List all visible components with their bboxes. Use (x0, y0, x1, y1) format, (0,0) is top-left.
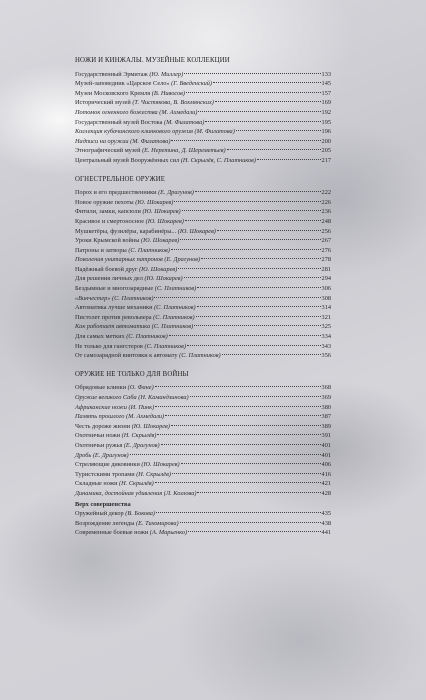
toc-entry (75, 79, 331, 89)
toc-entry (75, 431, 331, 441)
entry-page-number: 334 (321, 333, 331, 341)
toc-entry (75, 137, 331, 147)
entry-author: (М. Филатова) (130, 137, 171, 145)
entry-title-text: Дробь (75, 451, 93, 459)
entry-title (75, 284, 196, 294)
dot-leader (195, 191, 321, 192)
entry-page-number: 200 (321, 137, 331, 145)
entry-title-text: Охотничьи ножи (75, 432, 122, 440)
entry-author: (Ю. Шокарев) (177, 227, 216, 235)
entry-author: (Т. Чистякова, В. Вохмянских) (132, 99, 214, 107)
entry-page-number: 435 (321, 510, 331, 518)
toc-entry (75, 255, 331, 265)
entry-title (75, 89, 185, 99)
entry-author: (Е. Драгунов) (92, 451, 129, 459)
toc-entry (75, 227, 331, 237)
dot-leader (197, 306, 321, 307)
entry-title-text: Музей-заповедник «Царское Село» (75, 80, 172, 88)
entry-page-number: 406 (321, 461, 331, 469)
toc-entry (75, 351, 331, 361)
section-title: ОГНЕСТРЕЛЬНОЕ ОРУЖИЕ (75, 175, 166, 183)
entry-title (75, 156, 256, 166)
entry-title (75, 146, 226, 156)
toc-entry (75, 236, 331, 246)
entry-title-text: От самозарядной винтовки к автомату (75, 352, 180, 360)
toc-entry (75, 274, 331, 284)
entry-page-number: 222 (321, 189, 331, 197)
entry-author: (Н. Скрылёв, С. Платников) (180, 156, 256, 164)
entry-title (75, 303, 196, 313)
entry-page-number: 380 (321, 403, 331, 411)
entry-title-text: Охотничьи ружья (75, 441, 124, 449)
entry-page-number: 368 (321, 384, 331, 392)
entry-page-number: 205 (321, 147, 331, 155)
entry-title (75, 528, 187, 538)
toc-entry (75, 89, 331, 99)
toc-entry (75, 146, 331, 156)
entry-title-text: Красивое и смертоносное (75, 217, 146, 225)
toc-entry (75, 127, 331, 137)
entry-author: (М. Филатова) (194, 128, 235, 136)
entry-title (75, 460, 180, 470)
entry-title-text: Динамика, достойная удивления (75, 489, 164, 497)
dot-leader (157, 434, 320, 435)
entry-title-text: Оружие великого Саба (75, 394, 139, 401)
entry-author: (Ю. Миллер) (149, 70, 184, 78)
entry-author: (Е. Тихомирова) (136, 519, 179, 527)
toc-entry (75, 451, 331, 461)
entry-page-number: 217 (321, 156, 331, 164)
entry-title-text: Бездымные и многозарядные (75, 285, 155, 293)
entry-title-text: Пистолет против револьвера (75, 313, 154, 321)
dot-leader (185, 220, 321, 221)
entry-author: (С. Платников) (128, 246, 170, 254)
entry-page-number: 192 (321, 108, 331, 116)
entry-author: (Ю. Шокарев) (131, 422, 170, 430)
entry-author: (Л. Козлова) (163, 489, 197, 497)
dot-leader (205, 121, 320, 122)
toc-entry (75, 207, 331, 217)
entry-author: (Е. Неретина, Д. Шереметьев) (142, 147, 226, 155)
dot-leader (188, 531, 320, 532)
entry-author: (Ю. Шокарев) (141, 237, 180, 245)
entry-title-text: Не только для гангстеров (75, 342, 145, 350)
entry-author: (М. Филатова) (164, 118, 205, 126)
entry-title-text: Современные боевые ножи (75, 529, 150, 537)
entry-page-number: 157 (321, 89, 331, 97)
entry-title-text: Патроны и затворы (75, 246, 129, 254)
dot-leader (155, 406, 320, 407)
entry-title (75, 519, 179, 529)
dot-leader (180, 522, 321, 523)
entry-title (75, 351, 221, 361)
section-title: ОРУЖИЕ НЕ ТОЛЬКО ДЛЯ ВОЙНЫ (75, 370, 189, 378)
entry-title (75, 265, 177, 275)
entry-author: (С. Платников) (153, 313, 195, 321)
entry-title-text: Для самых метких (75, 333, 127, 341)
entry-title-text: Фитили, замки, капсюли (75, 208, 143, 216)
entry-title (75, 294, 153, 304)
entry-author: (С. Платников) (154, 304, 196, 312)
entry-author: (М. Ахмедали) (159, 108, 198, 116)
dot-leader (172, 473, 321, 474)
entry-title-text: Исторический музей (75, 99, 133, 107)
entry-title (75, 509, 155, 519)
dot-leader (178, 268, 320, 269)
entry-title (75, 188, 194, 198)
entry-author: (Г. Введенский) (171, 80, 213, 88)
entry-title (75, 313, 195, 323)
entry-page-number: 387 (321, 413, 331, 421)
entry-title-text: Поколения унитарных патронов (75, 256, 165, 264)
toc-entry (75, 393, 331, 403)
entry-page-number: 256 (321, 227, 331, 235)
entry-title (75, 246, 170, 256)
entry-author: (Н. Камандзинова) (138, 394, 189, 401)
entry-title-text: Мушкетёры, фузилёры, карабинёры... (75, 227, 178, 235)
toc-entry (75, 460, 331, 470)
entry-page-number: 133 (321, 70, 331, 78)
entry-title-text: Порох и его предшественники (75, 189, 159, 197)
dot-leader (165, 415, 320, 416)
toc-entry (75, 479, 331, 489)
entry-title (75, 383, 154, 393)
entry-title (75, 479, 154, 489)
dot-leader (155, 386, 321, 387)
toc-entry (75, 156, 331, 166)
entry-title-text: Африканские ножи (75, 403, 129, 411)
entry-author: (Е. Драгунов) (158, 189, 194, 197)
entry-title-text: Коллекция кубачинского клинкового оружия (75, 128, 195, 136)
entry-title (75, 470, 171, 480)
entry-title-text: Новое оружие пехоты (75, 198, 136, 206)
entry-title (75, 137, 170, 147)
dot-leader (197, 287, 320, 288)
dot-leader (215, 101, 321, 102)
entry-page-number: 401 (321, 451, 331, 459)
entry-author: (Н. Скрылёв) (121, 432, 157, 440)
entry-title (75, 118, 204, 128)
section-title: НОЖИ И КИНЖАЛЫ. МУЗЕЙНЫЕ КОЛЛЕКЦИИ (75, 57, 230, 64)
dot-leader (174, 201, 320, 202)
entry-page-number: 145 (321, 80, 331, 88)
entry-page-number: 389 (321, 422, 331, 430)
subsection-title: Верх совершенства (75, 500, 131, 508)
dot-leader (201, 258, 320, 259)
entry-title-text: Для решения личных дел (75, 275, 145, 283)
entry-title (75, 489, 196, 499)
entry-author: (С. Платников) (144, 342, 186, 350)
entry-page-number: 438 (321, 519, 331, 527)
entry-title (75, 342, 186, 352)
toc-entry (75, 383, 331, 393)
dot-leader (155, 482, 321, 483)
entry-author: (Ю. Шокарев) (144, 275, 183, 283)
toc-entry (75, 217, 331, 227)
toc-entry (75, 70, 331, 80)
entry-author: (В. Нивосов) (151, 89, 185, 97)
toc-entry (75, 422, 331, 432)
entry-title-text: Этнографический музей (75, 147, 143, 155)
entry-page-number: 276 (321, 246, 331, 254)
entry-page-number: 195 (321, 118, 331, 126)
toc-entry (75, 246, 331, 256)
entry-author: (О. Фане) (127, 384, 154, 392)
toc-entry (75, 509, 331, 519)
dot-leader (184, 73, 320, 74)
dot-leader (169, 335, 321, 336)
entry-title-text: Музеи Московского Кремля (75, 89, 152, 97)
entry-author: (А. Марьенко) (149, 529, 188, 537)
entry-title (75, 322, 193, 332)
toc-entry (75, 342, 331, 352)
entry-title-text: Центральный музей Вооружённых сил (75, 156, 181, 164)
entry-author: (Е. Драгунов) (123, 441, 160, 449)
entry-title (75, 217, 184, 227)
entry-page-number: 401 (321, 441, 331, 449)
entry-title (75, 403, 154, 413)
entry-author: (Ю. Шокарев) (141, 461, 180, 469)
toc-entry (75, 412, 331, 422)
dot-leader (171, 140, 320, 141)
entry-page-number: 441 (321, 529, 331, 537)
entry-title (75, 207, 181, 217)
entry-title-text: Складные ножи (75, 480, 120, 488)
section-not-only-for-war (75, 370, 331, 538)
toc-entry (75, 322, 331, 332)
entry-page-number: 343 (321, 342, 331, 350)
entry-title (75, 274, 183, 284)
entry-title (75, 451, 129, 461)
entry-page-number: 278 (321, 256, 331, 264)
entry-title (75, 227, 216, 237)
entry-author: (С. Платников) (179, 352, 221, 360)
entry-page-number: 314 (321, 304, 331, 312)
entry-title-text: Оружейный декор (75, 510, 126, 518)
entry-title (75, 332, 168, 342)
entry-page-number: 248 (321, 217, 331, 225)
entry-page-number: 236 (321, 208, 331, 216)
entry-title (75, 98, 214, 108)
dot-leader (130, 454, 321, 455)
entry-title (75, 393, 189, 403)
entry-title-text: Стреляющие диковинки (75, 461, 142, 469)
entry-page-number: 321 (321, 313, 331, 321)
toc-entry (75, 303, 331, 313)
dot-leader (236, 130, 321, 131)
entry-title (75, 127, 235, 137)
entry-author: (С. Платников) (126, 333, 168, 341)
dot-leader (190, 396, 321, 397)
entry-title-text: Надписи на оружии (75, 137, 131, 145)
entry-title (75, 79, 212, 89)
toc-entry (75, 313, 331, 323)
entry-title-text: Возрождение легенды (75, 519, 137, 527)
entry-title-text: Автоматика лучше механики (75, 304, 155, 312)
toc-entry (75, 98, 331, 108)
toc-entry (75, 519, 331, 529)
entry-page-number: 169 (321, 99, 331, 107)
toc-entry (75, 198, 331, 208)
toc-entry (75, 441, 331, 451)
entry-title-text: Надёжный боевой друг (75, 265, 140, 273)
entry-page-number: 226 (321, 198, 331, 206)
entry-author: (С. Платников) (112, 294, 154, 302)
entry-title (75, 422, 170, 432)
table-of-contents (75, 56, 331, 547)
entry-title-text: Честь дороже жизни (75, 422, 132, 430)
toc-entry (75, 470, 331, 480)
entry-author: (Ю. Шокарев) (142, 208, 181, 216)
entry-page-number: 421 (321, 480, 331, 488)
entry-title-text: Государственный музей Востока (75, 118, 165, 126)
dot-leader (171, 425, 321, 426)
entry-title (75, 108, 197, 118)
entry-page-number: 306 (321, 285, 331, 293)
dot-leader (181, 463, 321, 464)
entry-author: (Ю. Шокарев) (139, 265, 178, 273)
dot-leader (213, 82, 321, 83)
toc-entry (75, 294, 331, 304)
toc-entry (75, 284, 331, 294)
toc-entry (75, 528, 331, 538)
dot-leader (187, 345, 321, 346)
entry-page-number: 391 (321, 432, 331, 440)
entry-title-text: Государственный Эрмитаж (75, 70, 150, 78)
entry-title (75, 70, 183, 80)
entry-page-number: 267 (321, 237, 331, 245)
entry-title-text: Обрядовые клинки (75, 384, 128, 392)
entry-title-text: Память прошлого (75, 413, 126, 421)
entry-page-number: 196 (321, 128, 331, 136)
entry-author: (Е. Драгунов) (164, 256, 201, 264)
toc-entry (75, 108, 331, 118)
dot-leader (194, 325, 320, 326)
dot-leader (197, 492, 320, 493)
dot-leader (154, 297, 320, 298)
entry-title-text: Уроки Крымской войны (75, 237, 142, 245)
dot-leader (184, 277, 321, 278)
entry-page-number: 356 (321, 352, 331, 360)
dot-leader (156, 512, 321, 513)
entry-author: (Ю. Шокарев) (135, 198, 174, 206)
entry-author: (С. Платников) (151, 323, 194, 331)
dot-leader (196, 316, 321, 317)
entry-title-text: Как работает автоматика (75, 323, 152, 331)
dot-leader (171, 249, 321, 250)
dot-leader (161, 444, 321, 445)
section-museum-collections (75, 56, 331, 166)
entry-page-number: 325 (321, 323, 331, 331)
entry-page-number: 308 (321, 294, 331, 302)
entry-author: (Ю. Шокарев) (145, 217, 184, 225)
dot-leader (180, 239, 320, 240)
entry-page-number: 369 (321, 394, 331, 401)
dot-leader (222, 354, 321, 355)
entry-author: (В. Бокова) (125, 510, 156, 518)
entry-title (75, 236, 179, 246)
entry-author: (М. Ахмедали) (125, 413, 165, 421)
entry-page-number: 416 (321, 470, 331, 478)
entry-title-text: «Винчестер» (75, 294, 112, 302)
toc-entry (75, 188, 331, 198)
toc-entry (75, 489, 331, 499)
toc-entry (75, 265, 331, 275)
entry-title (75, 412, 164, 422)
entry-author: (Н. Скрылёв) (119, 480, 154, 488)
entry-title (75, 431, 156, 441)
entry-page-number: 294 (321, 275, 331, 283)
entry-title (75, 255, 200, 265)
toc-entry (75, 403, 331, 413)
entry-title-text: Потомок огненного божества (75, 108, 160, 116)
dot-leader (182, 210, 321, 211)
toc-entry (75, 332, 331, 342)
toc-entry (75, 118, 331, 128)
entry-page-number: 428 (321, 489, 331, 497)
dot-leader (198, 111, 320, 112)
entry-author: (Н. Скрылёв) (136, 470, 171, 478)
entry-title-text: Туристскими тропами (75, 470, 137, 478)
dot-leader (217, 230, 321, 231)
dot-leader (186, 92, 321, 93)
entry-author: (С. Платников) (154, 285, 197, 293)
dot-leader (257, 159, 321, 160)
section-firearms (75, 175, 331, 361)
entry-title (75, 198, 173, 208)
entry-title (75, 441, 160, 451)
entry-author: (И. Пинк) (128, 403, 155, 411)
dot-leader (227, 149, 321, 150)
entry-page-number: 281 (321, 265, 331, 273)
